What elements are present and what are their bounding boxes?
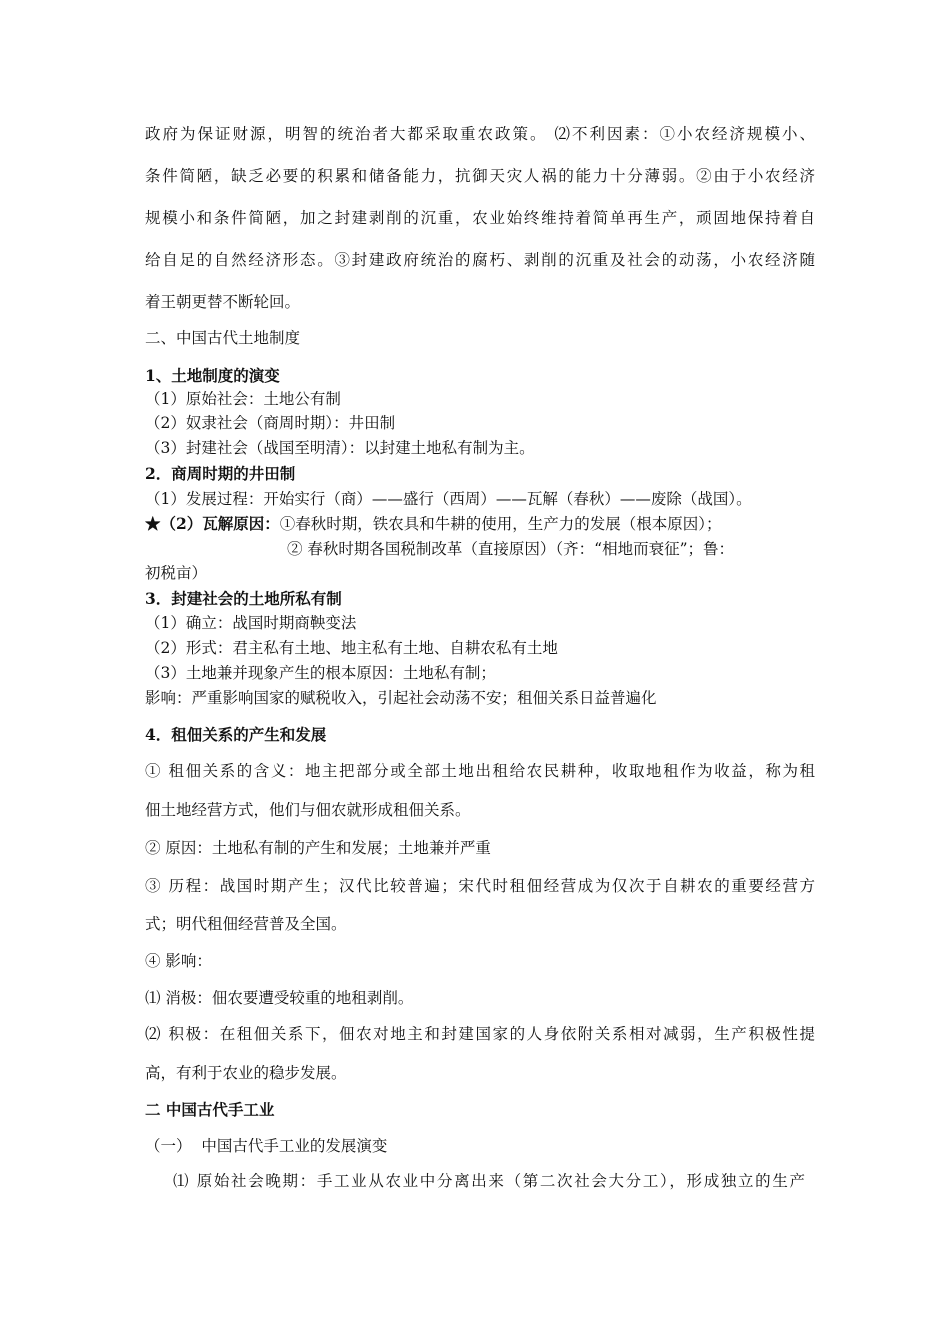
paragraph-line: 给自足的自然经济形态。③封建政府统治的腐朽、剥削的沉重及社会的动荡，小农经济随 <box>145 251 815 269</box>
list-item: （3）土地兼并现象产生的根本原因：土地私有制； <box>145 664 496 682</box>
paragraph-line: ⑴ 原始社会晚期：手工业从农业中分离出来（第二次社会大分工），形成独立的生产 <box>173 1172 805 1190</box>
subsection-heading: 2．商周时期的井田制 <box>145 464 296 483</box>
list-item: 影响：严重影响国家的赋税收入，引起社会动荡不安；租佃关系日益普遍化 <box>145 689 657 707</box>
list-item: 初税亩） <box>145 564 208 582</box>
star-label: ★（2）瓦解原因： <box>145 514 280 533</box>
subsection-heading: 3．封建社会的土地所私有制 <box>145 589 342 608</box>
paragraph-line: 条件简陋，缺乏必要的积累和储备能力，抗御天灾人祸的能力十分薄弱。②由于小农经济 <box>145 167 815 185</box>
subsection-heading: 1、土地制度的演变 <box>145 366 280 385</box>
subsection-heading: （一） 中国古代手工业的发展演变 <box>145 1137 388 1155</box>
paragraph-line: 式；明代租佃经营普及全国。 <box>145 915 347 933</box>
paragraph-line: 佃土地经营方式，他们与佃农就形成租佃关系。 <box>145 801 471 819</box>
list-item: （3）封建社会（战国至明清）：以封建土地私有制为主。 <box>145 439 535 457</box>
paragraph-line: ⑵ 积极：在租佃关系下，佃农对地主和封建国家的人身依附关系相对减弱，生产积极性提 <box>145 1025 815 1043</box>
list-item-text: ①春秋时期，铁农具和牛耕的使用，生产力的发展（根本原因）； <box>279 515 722 533</box>
paragraph-line: 规模小和条件简陋，加之封建剥削的沉重，农业始终维持着简单再生产，顽固地保持着自 <box>145 209 815 227</box>
paragraph-line: ④ 影响： <box>145 952 212 970</box>
list-item <box>145 514 815 534</box>
list-item: （1）确立：战国时期商鞅变法 <box>145 614 357 632</box>
list-item: （1）发展过程：开始实行（商）——盛行（西周）——瓦解（春秋）——废除（战国）。 <box>145 490 752 508</box>
section-heading: 二 中国古代手工业 <box>145 1100 275 1119</box>
list-item: （2）形式：君主私有土地、地主私有土地、自耕农私有土地 <box>145 639 558 657</box>
section-heading: 二、中国古代土地制度 <box>145 329 301 347</box>
paragraph-line: ① 租佃关系的含义：地主把部分或全部土地出租给农民耕种，收取地租作为收益，称为租 <box>145 762 815 780</box>
paragraph-line: 高，有利于农业的稳步发展。 <box>145 1064 347 1082</box>
paragraph-line: ② 原因：土地私有制的产生和发展；土地兼并严重 <box>145 839 491 857</box>
list-item: ② 春秋时期各国税制改革（直接原因）（齐：“相地而衰征”；鲁： <box>287 540 735 558</box>
list-item: （1）原始社会：土地公有制 <box>145 390 341 408</box>
subsection-heading: 4．租佃关系的产生和发展 <box>145 725 327 744</box>
paragraph-line: 着王朝更替不断轮回。 <box>145 293 301 311</box>
paragraph-line: ⑴ 消极：佃农要遭受较重的地租剥削。 <box>145 989 414 1007</box>
paragraph-line: 政府为保证财源，明智的统治者大都采取重农政策。 ⑵不利因素：①小农经济规模小、 <box>145 125 815 143</box>
paragraph-line: ③ 历程：战国时期产生；汉代比较普遍；宋代时租佃经营成为仅次于自耕农的重要经营方 <box>145 877 815 895</box>
list-item: （2）奴隶社会（商周时期）：井田制 <box>145 414 396 432</box>
